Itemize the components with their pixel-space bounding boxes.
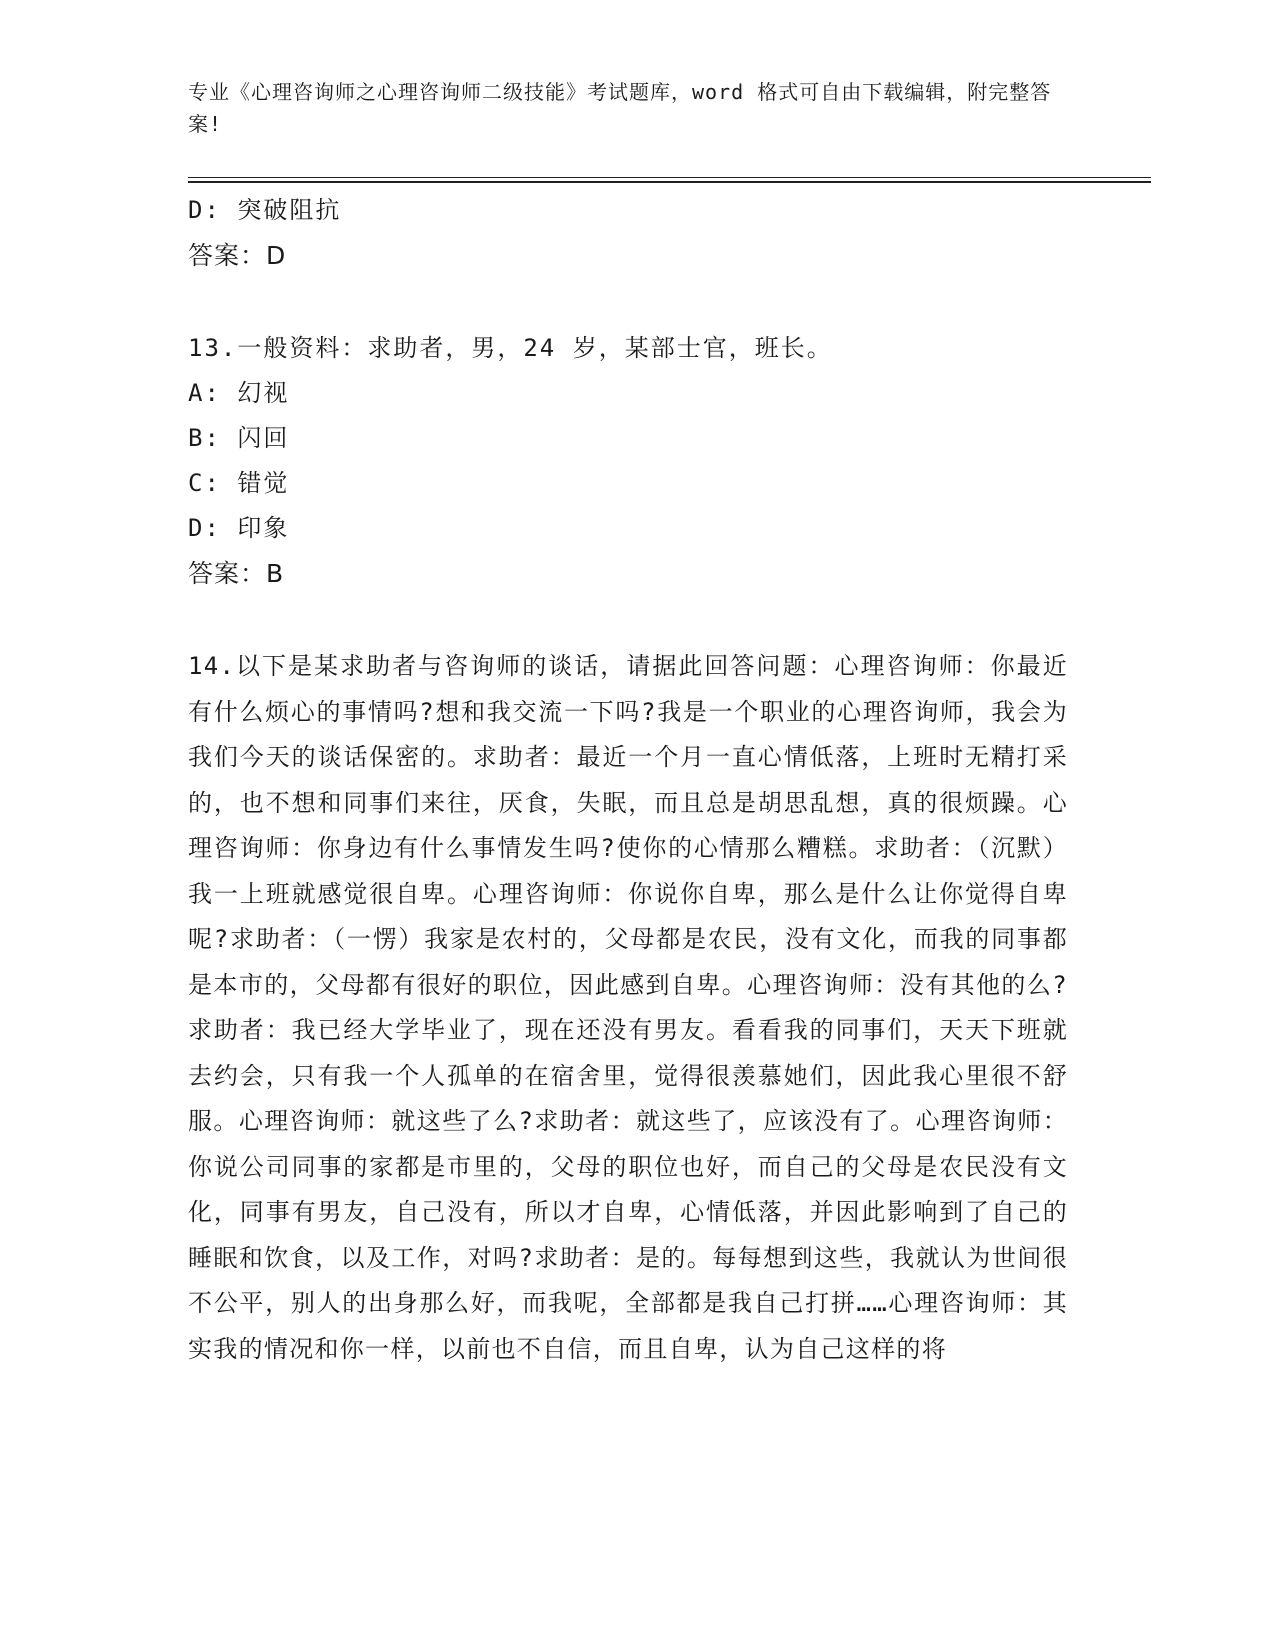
header-divider-thin — [188, 177, 1151, 178]
q13-stem: 13.一般资料：求助者，男，24 岁，某部士官，班长。 — [188, 334, 833, 362]
spacer — [188, 278, 1068, 326]
q13-option-d: D: 印象 — [188, 514, 290, 542]
q13-option-a: A: 幻视 — [188, 379, 290, 407]
q13-option-c: C: 错觉 — [188, 469, 290, 497]
q12-answer: 答案：D — [188, 241, 287, 270]
spacer — [188, 596, 1068, 644]
header-divider-thick — [188, 181, 1151, 183]
q13-answer: 答案：B — [188, 559, 285, 588]
q13-option-b: B: 闪回 — [188, 424, 290, 452]
q12-option-d: D: 突破阻抗 — [188, 196, 342, 224]
q14-stem: 14.以下是某求助者与咨询师的谈话，请据此回答问题：心理咨询师：你最近有什么烦心的事情吗?想和我交流一下吗?我是一个职业的心理咨询师，我会为我们今天的谈话保密的。求助者：最近一个月一直心情低落，上班时无精打采的，也不想和同事们来往，厌食，失眠，而且总是胡思乱想，真的很烦躁。心理咨询师：你身边有什么事情发生吗?使你的心情那么糟糕。求助者：（沉默）我一上班就感觉很自卑。心理咨询师：你说你自卑，那么是什么让你觉得自卑呢?求助者：（一愣）我家是农村的，父母都是农民，没有文化，而我的同事都是本市的，父母都有很好的职位，因此感到自卑。心理咨询师：没有其他的么?求助者：我已经大学毕业了，现在还没有男友。看看我的同事们，天天下班就去约会，只有我一个人孤单的在宿舍里，觉得很羡慕她们，因此我心里很不舒服。心理咨询师：就这些了么?求助者：就这些了，应该没有了。心理咨询师：你说公司同事的家都是市里的，父母的职位也好，而自己的父母是农民没有文化，同事有男友，自己没有，所以才自卑，心情低落，并因此影响到了自己的睡眠和饮食，以及工作，对吗?求助者：是的。每每想到这些，我就认为世间很不公平，别人的出身那么好，而我呢，全部都是我自己打拼……心理咨询师：其实我的情况和你一样，以前也不自信，而且自卑，认为自己这样的将 — [188, 652, 1068, 1363]
document-body — [188, 188, 1068, 1372]
page-header: 专业《心理咨询师之心理咨询师二级技能》考试题库，word 格式可自由下载编辑，附完整答案! — [188, 80, 1052, 136]
